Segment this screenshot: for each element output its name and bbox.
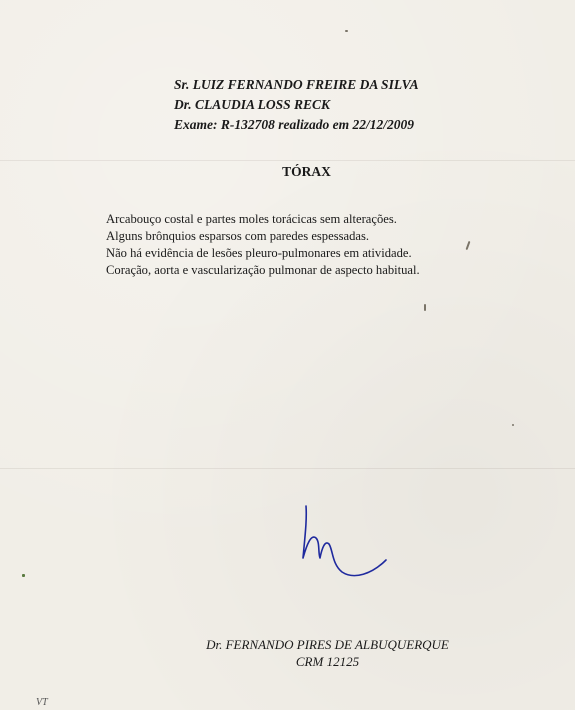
paper-fold-line [0,468,575,469]
paper-speck [512,424,514,426]
findings-block [106,211,420,279]
signer-crm: CRM 12125 [295,654,360,669]
finding-line: Não há evidência de lesões pleuro-pulmonares em atividade. [106,246,412,260]
report-header [174,75,419,135]
section-title: TÓRAX [282,164,331,179]
finding-line: Alguns brônquios esparsos com paredes espessadas. [106,229,370,243]
typist-initials: VT [36,697,48,708]
paper-speck [345,30,348,32]
finding-line: Coração, aorta e vascularização pulmonar de aspecto habitual. [106,263,420,277]
paper-speck [424,304,426,311]
signer-block [0,636,575,670]
paper-fold-line [0,160,575,161]
finding-line: Arcabouço costal e partes moles torácicas sem alterações. [106,212,397,226]
handwritten-signature [298,498,390,583]
exam-info: Exame: R-132708 realizado em 22/12/2009 [174,117,414,132]
signer-name: Dr. FERNANDO PIRES DE ALBUQUERQUE [206,637,449,652]
paper-speck [466,241,471,250]
patient-name: Sr. LUIZ FERNANDO FREIRE DA SILVA [174,77,419,92]
paper-speck [22,574,25,577]
requesting-doctor: Dr. CLAUDIA LOSS RECK [174,97,331,112]
